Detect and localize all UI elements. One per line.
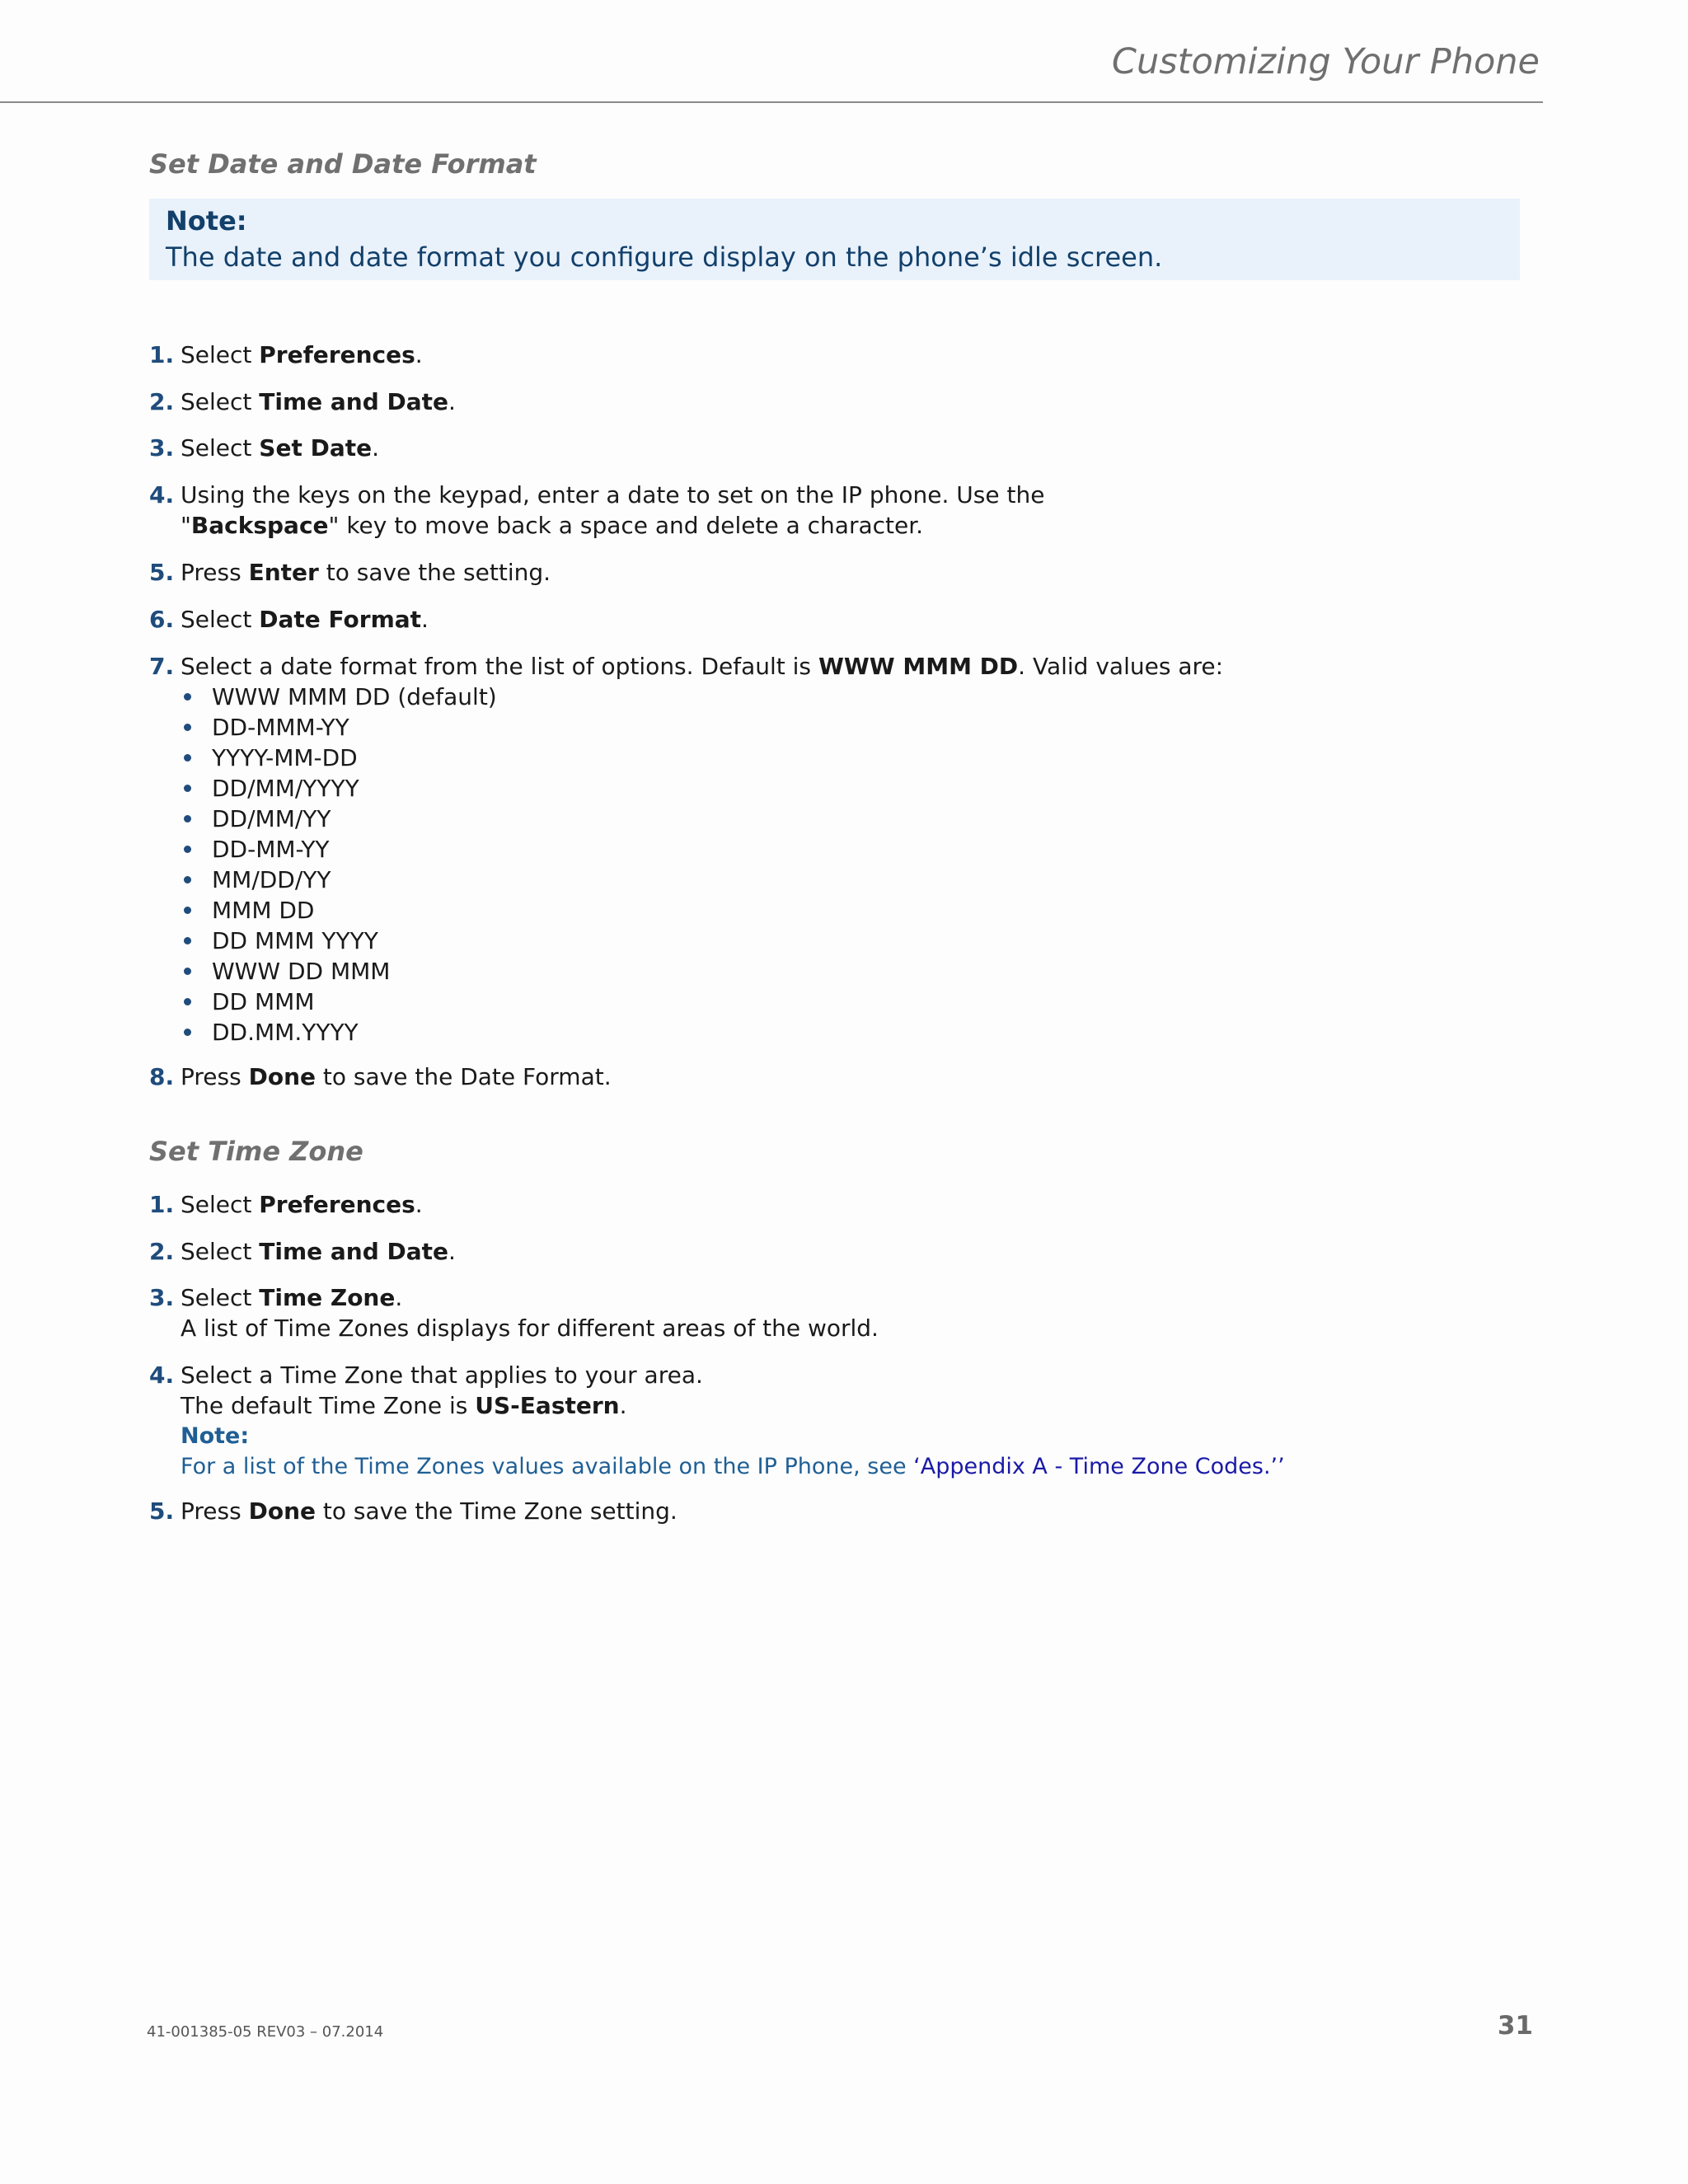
step-text: Select (181, 434, 260, 462)
appendix-link[interactable]: ‘Appendix A - Time Zone Codes.’’ (913, 1454, 1285, 1479)
list-item-text: DD.MM.YYYY (212, 1019, 359, 1046)
tz-step-4 (149, 1360, 1285, 1482)
inline-note-text: For a list of the Time Zones values available on the IP Phone, see (181, 1454, 914, 1479)
step-text: . (448, 388, 456, 415)
tz-step-2 (149, 1236, 456, 1267)
step-text: Select (181, 1238, 260, 1265)
list-item (181, 1017, 497, 1047)
bullet-icon (184, 724, 191, 731)
bullet-icon (184, 785, 191, 792)
chapter-title: Customizing Your Phone (1111, 41, 1540, 82)
list-item (181, 743, 497, 773)
step-number: 5. (149, 1497, 175, 1525)
bullet-icon (184, 693, 191, 701)
step-keyword: WWW MMM DD (818, 653, 1019, 680)
bullet-icon (184, 1029, 191, 1036)
step-text: Press (181, 559, 249, 586)
step-text: A list of Time Zones displays for different areas of the world. (181, 1315, 879, 1342)
date-step-2 (149, 387, 456, 417)
list-item-text: DD MMM (212, 988, 315, 1015)
step-text: . (415, 341, 423, 368)
step-number: 4. (149, 481, 175, 509)
step-text: Select (181, 1191, 260, 1218)
list-item-text: DD-MM-YY (212, 836, 330, 863)
step-number: 2. (149, 388, 175, 415)
list-item (181, 926, 497, 956)
list-item-text: DD-MMM-YY (212, 714, 349, 741)
step-text: . (421, 606, 429, 633)
list-item (181, 682, 497, 712)
bullet-icon (184, 907, 191, 914)
footer-doc-code: 41-001385-05 REV03 – 07.2014 (147, 2023, 384, 2041)
bullet-icon (184, 754, 191, 762)
step-text: to save the Date Format. (316, 1063, 612, 1090)
note-box (149, 199, 1520, 280)
list-item-text: DD/MM/YY (212, 805, 331, 832)
note-text: The date and date format you configure display on the phone’s idle screen. (166, 241, 1163, 273)
list-item (181, 804, 497, 834)
date-step-6 (149, 604, 429, 635)
section-heading-timezone: Set Time Zone (149, 1136, 363, 1167)
step-text: . (448, 1238, 456, 1265)
bullet-icon (184, 815, 191, 823)
bullet-icon (184, 968, 191, 975)
step-number: 6. (149, 606, 175, 633)
step-text: " (181, 512, 191, 539)
step-text: " key to move back a space and delete a character. (328, 512, 924, 539)
step-number: 2. (149, 1238, 175, 1265)
step-keyword: US-Eastern (475, 1392, 620, 1419)
list-item-text: WWW DD MMM (212, 958, 391, 985)
step-number: 8. (149, 1063, 175, 1090)
step-text: The default Time Zone is (181, 1392, 476, 1419)
step-keyword: Preferences (259, 341, 415, 368)
step-text: . Valid values are: (1018, 653, 1224, 680)
list-item (181, 834, 497, 865)
list-item (181, 712, 497, 743)
step-keyword: Done (248, 1497, 316, 1525)
list-item-text: MM/DD/YY (212, 866, 331, 893)
list-item-text: DD MMM YYYY (212, 927, 378, 954)
tz-step-3 (149, 1282, 879, 1343)
step-text: . (372, 434, 379, 462)
tz-step-1 (149, 1189, 423, 1220)
date-step-3 (149, 433, 379, 463)
step-text: . (415, 1191, 423, 1218)
list-item (181, 895, 497, 926)
step-number: 3. (149, 1284, 175, 1311)
step-text: Select a date format from the list of options. Default is (181, 653, 818, 680)
step-text: Select (181, 606, 260, 633)
step-text: Select (181, 1284, 260, 1311)
header-divider (0, 101, 1543, 103)
bullet-icon (184, 876, 191, 883)
list-item (181, 956, 497, 987)
step-number: 7. (149, 653, 175, 680)
step-keyword: Backspace (190, 512, 329, 539)
page-number: 31 (1497, 2011, 1533, 2041)
step-keyword: Preferences (259, 1191, 415, 1218)
step-text: Press (181, 1497, 249, 1525)
step-text: Select (181, 341, 260, 368)
tz-step-5 (149, 1496, 678, 1526)
list-item-text: WWW MMM DD (default) (212, 683, 497, 710)
step-text: Select a Time Zone that applies to your area. (181, 1361, 703, 1389)
step-keyword: Time and Date (259, 388, 449, 415)
list-item-text: DD/MM/YYYY (212, 775, 359, 802)
date-step-1 (149, 340, 423, 370)
step-keyword: Date Format (259, 606, 422, 633)
step-number: 4. (149, 1361, 175, 1389)
step-text: . (619, 1392, 627, 1419)
date-step-7 (149, 651, 1223, 682)
bullet-icon (184, 937, 191, 944)
step-number: 5. (149, 559, 175, 586)
inline-note-label: Note: (181, 1423, 250, 1449)
list-item (181, 987, 497, 1017)
date-step-5 (149, 557, 551, 588)
step-number: 1. (149, 1191, 175, 1218)
date-step-4 (149, 480, 1044, 541)
step-keyword: Set Date (259, 434, 373, 462)
step-text: to save the Time Zone setting. (316, 1497, 678, 1525)
step-keyword: Done (248, 1063, 316, 1090)
list-item-text: MMM DD (212, 897, 315, 924)
list-item-text: YYYY-MM-DD (212, 744, 358, 771)
step-number: 3. (149, 434, 175, 462)
list-item (181, 773, 497, 804)
bullet-icon (184, 846, 191, 853)
step-text: Select (181, 388, 260, 415)
step-text: . (395, 1284, 403, 1311)
note-label: Note: (166, 205, 247, 237)
step-text: Press (181, 1063, 249, 1090)
step-keyword: Time Zone (259, 1284, 396, 1311)
date-format-list (181, 682, 497, 1047)
date-step-8 (149, 1062, 612, 1092)
step-keyword: Time and Date (259, 1238, 449, 1265)
section-heading-date: Set Date and Date Format (149, 148, 537, 180)
step-text: to save the setting. (318, 559, 551, 586)
list-item (181, 865, 497, 895)
step-text: Using the keys on the keypad, enter a date to set on the IP phone. Use the (181, 481, 1045, 509)
bullet-icon (184, 998, 191, 1005)
step-number: 1. (149, 341, 175, 368)
step-keyword: Enter (248, 559, 319, 586)
